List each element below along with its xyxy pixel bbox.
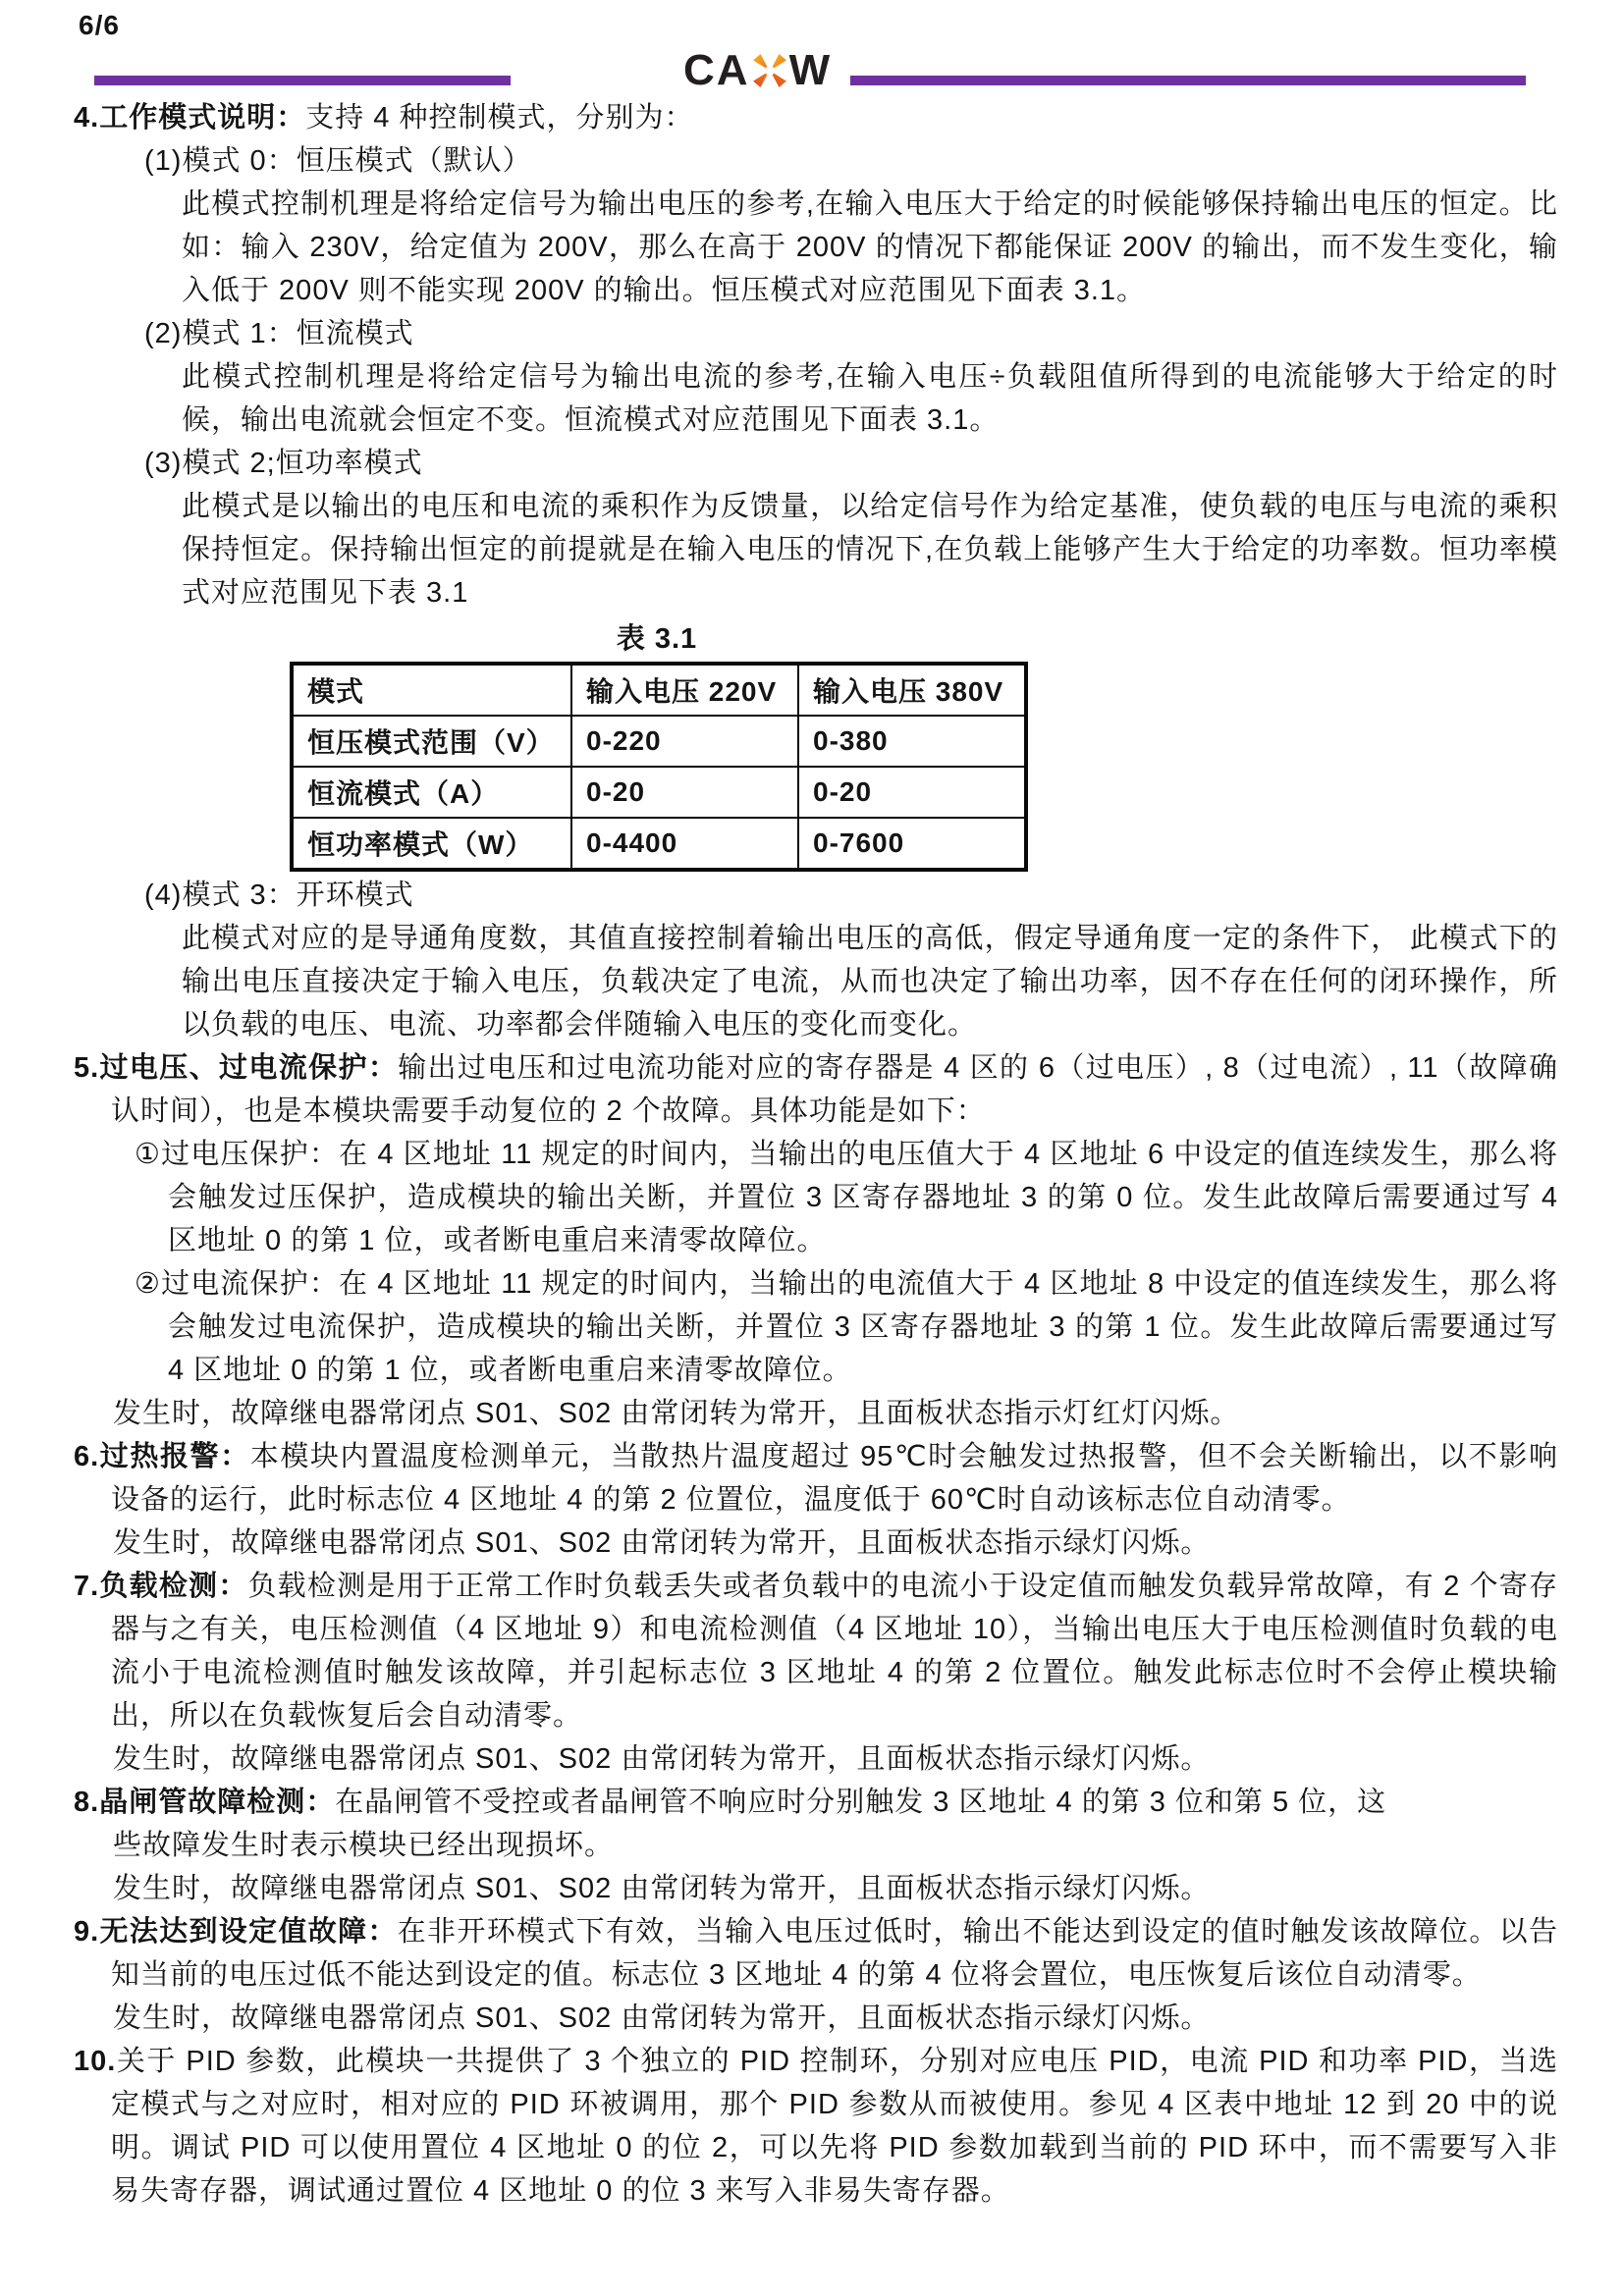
document-body xyxy=(74,96,1558,2213)
table-cell: 0-7600 xyxy=(798,818,1026,870)
table-header-cell: 模式 xyxy=(292,664,571,716)
section-7-intro: 负载检测是用于正常工作时负载丢失或者负载中的电流小于设定值而触发负载异常故障，有 2 个寄存器与之有关，电压检测值（4 区地址 9）和电流检测值（4 区地址 10），当输出电压大于电压检测值时负载的电流小于电流检测值时触发该故障，并引起标志位 3 区地址 4 的第 2 位置位。触发此标志位时不会停止模块输出，所以在负载恢复后会自动清零。 xyxy=(111,1571,1558,1732)
section-5-heading xyxy=(74,1046,1558,1133)
mode-2-label: (3)模式 2;恒功率模式 xyxy=(144,448,423,479)
logo-x-icon xyxy=(752,53,787,88)
table-header-cell: 输入电压 220V xyxy=(571,664,798,716)
section-10-heading xyxy=(74,2040,1558,2213)
section-4-title: 工作模式说明： xyxy=(99,102,306,133)
section-5-title: 过电压、过电流保护： xyxy=(99,1052,399,1084)
mode-2-description: 此模式是以输出的电压和电流的乘积作为反馈量，以给定信号作为给定基准，使负载的电压与电流的乘积保持恒定。保持输出恒定的前提就是在输入电压的情况下,在负载上能够产生大于给定的功率数。恒功率模式对应范围见下表 3.1 xyxy=(182,491,1558,609)
logo-text-w: W xyxy=(788,46,833,94)
header-rule-right xyxy=(850,76,1526,85)
caxw-logo xyxy=(683,46,833,94)
section-5-item-overvoltage: ①过电压保护：在 4 区地址 11 规定的时间内，当输出的电压值大于 4 区地址 6 中设定的值连续发生，那么将会触发过压保护，造成模块的输出关断，并置位 3 区寄存器地址 3 的第 0 位。发生此故障后需要通过写 4 区地址 0 的第 1 位，或者断电重启来清零故障位。 xyxy=(135,1139,1558,1256)
section-8-number: 8. xyxy=(74,1787,100,1818)
section-6-intro: 本模块内置温度检测单元，当散热片温度超过 95℃时会触发过热报警，但不会关断输出，以不影响设备的运行，此时标志位 4 区地址 4 的第 2 位置位，温度低于 60℃时自动该标志位自动清零。 xyxy=(111,1441,1558,1516)
section-7-fault-note: 发生时，故障继电器常闭点 S01、S02 由常闭转为常开，且面板状态指示绿灯闪烁。 xyxy=(113,1743,1211,1775)
section-9-fault-note: 发生时，故障继电器常闭点 S01、S02 由常闭转为常开，且面板状态指示绿灯闪烁。 xyxy=(113,2002,1211,2034)
section-7-heading xyxy=(74,1565,1558,1737)
table-cell: 0-380 xyxy=(798,716,1026,767)
table-cell: 0-4400 xyxy=(571,818,798,870)
table-header-cell: 输入电压 380V xyxy=(798,664,1026,716)
mode-1-label: (2)模式 1：恒流模式 xyxy=(144,318,414,349)
section-8-fault-note: 发生时，故障继电器常闭点 S01、S02 由常闭转为常开，且面板状态指示绿灯闪烁。 xyxy=(113,1873,1211,1904)
section-8-title: 晶闸管故障检测： xyxy=(99,1787,336,1818)
section-9-title: 无法达到设定值故障： xyxy=(99,1916,398,1948)
mode-0-label: (1)模式 0：恒压模式（默认） xyxy=(144,145,532,177)
section-6-title: 过热报警： xyxy=(99,1441,250,1472)
section-4-heading xyxy=(74,96,1558,139)
mode-3-label: (4)模式 3：开环模式 xyxy=(144,880,414,911)
table-cell: 恒流模式（A） xyxy=(292,767,571,818)
table-cell: 恒功率模式（W） xyxy=(292,818,571,870)
section-8-continuation: 些故障发生时表示模块已经出现损坏。 xyxy=(113,1830,615,1861)
section-10-text: 关于 PID 参数，此模块一共提供了 3 个独立的 PID 控制环，分别对应电压 PID，电流 PID 和功率 PID，当选定模式与之对应时，相对应的 PID 环被调用，那个 PID 参数从而被使用。参见 4 区表中地址 12 到 20 中的说明。调试 PID 可以使用置位 4 区地址 0 的位 2，可以先将 PID 参数加载到当前的 PID 环中，而不需要写入非易失寄存器，调试通过置位 4 区地址 0 的位 3 来写入非易失寄存器。 xyxy=(111,2046,1558,2207)
section-10-number: 10. xyxy=(74,2046,117,2077)
table-3-1 xyxy=(290,662,1028,872)
section-5-intro: 输出过电压和过电流功能对应的寄存器是 4 区的 6（过电压）, 8（过电流）, 11（故障确认时间），也是本模块需要手动复位的 2 个故障。具体功能是如下： xyxy=(111,1052,1558,1127)
section-9-intro: 在非开环模式下有效，当输入电压过低时，输出不能达到设定的值时触发该故障位。以告知当前的电压过低不能达到设定的值。标志位 3 区地址 4 的第 4 位将会置位，电压恢复后该位自动清零。 xyxy=(111,1916,1558,1991)
section-7-title: 负载检测： xyxy=(99,1571,248,1602)
table-row xyxy=(292,716,1026,767)
section-4-number: 4. xyxy=(74,102,100,133)
table-cell: 0-20 xyxy=(571,767,798,818)
section-8-heading xyxy=(74,1781,1558,1824)
logo-text-ca: CA xyxy=(683,46,750,94)
section-8-intro: 在晶闸管不受控或者晶闸管不响应时分别触发 3 区地址 4 的第 3 位和第 5 位，这 xyxy=(335,1787,1387,1818)
table-cell: 恒压模式范围（V） xyxy=(292,716,571,767)
mode-0-description: 此模式控制机理是将给定信号为输出电压的参考,在输入电压大于给定的时候能够保持输出电压的恒定。比如：输入 230V，给定值为 200V，那么在高于 200V 的情况下都能保证 200V 的输出，而不发生变化，输入低于 200V 则不能实现 200V 的输出。恒压模式对应范围见下面表 3.1。 xyxy=(182,188,1558,306)
section-7-number: 7. xyxy=(74,1571,100,1602)
section-9-heading xyxy=(74,1910,1558,1997)
section-5-fault-note: 发生时，故障继电器常闭点 S01、S02 由常闭转为常开，且面板状态指示灯红灯闪烁。 xyxy=(113,1398,1240,1429)
table-header-row xyxy=(292,664,1026,716)
table-row xyxy=(292,818,1026,870)
header-rule-left xyxy=(94,76,511,85)
table-row xyxy=(292,767,1026,818)
table-cell: 0-20 xyxy=(798,767,1026,818)
mode-3-description: 此模式对应的是导通角度数，其值直接控制着输出电压的高低，假定导通角度一定的条件下， 此模式下的输出电压直接决定于输入电压，负载决定了电流，从而也决定了输出功率，因不存在任何的闭环操作，所以负载的电压、电流、功率都会伴随输入电压的变化而变化。 xyxy=(182,923,1558,1041)
section-6-heading xyxy=(74,1435,1558,1522)
page-number: 6/6 xyxy=(79,10,120,40)
section-5-item-overcurrent: ②过电流保护：在 4 区地址 11 规定的时间内，当输出的电流值大于 4 区地址 8 中设定的值连续发生，那么将会触发过电流保护，造成模块的输出关断，并置位 3 区寄存器地址 3 的第 1 位。发生此故障后需要通过写 4 区地址 0 的第 1 位，或者断电重启来清零故障位。 xyxy=(135,1268,1558,1386)
table-cell: 0-220 xyxy=(571,716,798,767)
table-3-1-caption: 表 3.1 xyxy=(616,623,698,655)
section-5-number: 5. xyxy=(74,1052,100,1084)
section-6-fault-note: 发生时，故障继电器常闭点 S01、S02 由常闭转为常开，且面板状态指示绿灯闪烁。 xyxy=(113,1527,1211,1559)
mode-1-description: 此模式控制机理是将给定信号为输出电流的参考,在输入电压÷负载阻值所得到的电流能够大于给定的时候，输出电流就会恒定不变。恒流模式对应范围见下面表 3.1。 xyxy=(182,361,1558,436)
section-4-intro: 支持 4 种控制模式，分别为： xyxy=(305,102,694,133)
section-6-number: 6. xyxy=(74,1441,100,1472)
section-9-number: 9. xyxy=(74,1916,100,1948)
